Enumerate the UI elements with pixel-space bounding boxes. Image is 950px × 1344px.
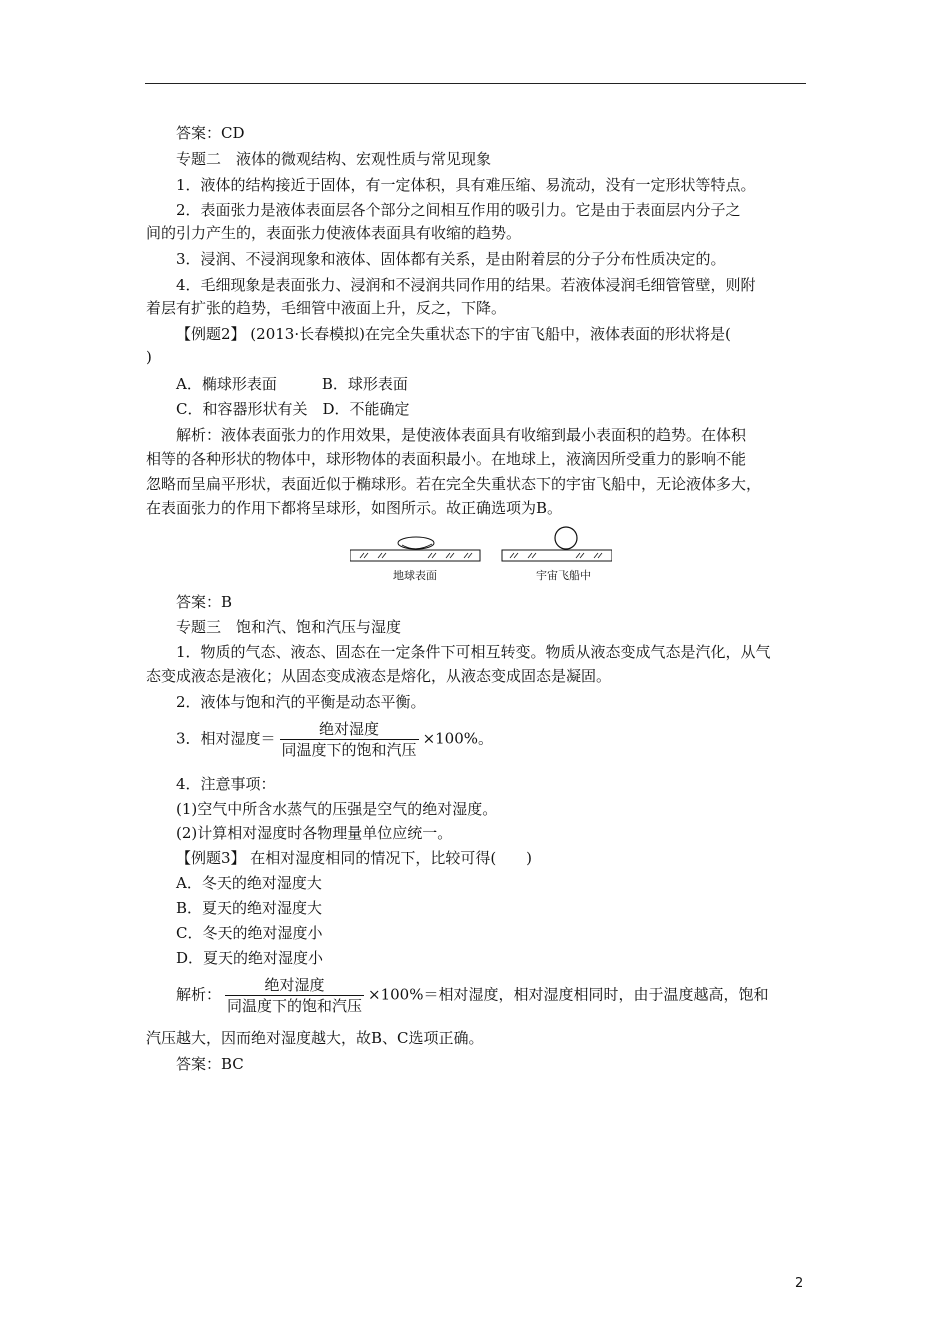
analysis-suffix: ×100%＝相对湿度，相对湿度相同时，由于温度越高，饱和 xyxy=(368,985,769,1004)
option-line: A．椭球形表面 B．球形表面 xyxy=(176,375,408,393)
paragraph: 4．毛细现象是表面张力、浸润和不浸润共同作用的结果。若液体浸润毛细管管壁，则附 xyxy=(176,276,756,294)
paragraph: 间的引力产生的，表面张力使液体表面具有收缩的趋势。 xyxy=(146,224,522,242)
formula-suffix: ×100%。 xyxy=(422,729,494,748)
analysis: 解析：液体表面张力的作用效果，是使液体表面具有收缩到最小表面积的趋势。在体积 xyxy=(176,426,747,444)
paragraph: 1．液体的结构接近于固体，有一定体积，具有难压缩、易流动，没有一定形状等特点。 xyxy=(176,176,756,194)
example-question: 【例题3】 在相对湿度相同的情况下，比较可得( ) xyxy=(176,849,533,867)
option-line: A．冬天的绝对湿度大 xyxy=(176,874,322,892)
analysis: 汽压越大，因而绝对湿度越大，故B、C选项正确。 xyxy=(146,1029,484,1047)
analysis: 忽略而呈扁平形状，表面近似于椭球形。若在完全失重状态下的宇宙飞船中，无论液体多大， xyxy=(146,475,762,493)
figure-label-spaceship: 宇宙飞船中 xyxy=(536,569,591,582)
page-number: 2 xyxy=(795,1276,804,1291)
analysis-prefix: 解析： xyxy=(176,985,222,1004)
option-line: C．和容器形状有关 D．不能确定 xyxy=(176,400,410,418)
analysis-formula-line xyxy=(176,975,769,1016)
formula-line xyxy=(176,719,493,760)
answer-line: 答案：BC xyxy=(176,1055,244,1073)
section-title: 专题二 液体的微观结构、宏观性质与常见现象 xyxy=(176,150,492,168)
answer-line: 答案：CD xyxy=(176,124,245,142)
paragraph: 2．液体与饱和汽的平衡是动态平衡。 xyxy=(176,693,426,711)
answer-line: 答案：B xyxy=(176,593,233,611)
analysis: 相等的各种形状的物体中，球形物体的表面积最小。在地球上，液滴因所受重力的影响不能 xyxy=(146,450,747,468)
fraction-numerator: 绝对湿度 xyxy=(280,719,419,740)
paragraph: 态变成液态是液化；从固态变成液态是熔化，从液态变成固态是凝固。 xyxy=(146,667,612,685)
fraction-numerator: 绝对湿度 xyxy=(225,975,364,996)
example-question: ) xyxy=(146,348,152,366)
paragraph: 4．注意事项： xyxy=(176,775,276,793)
paragraph: (2)计算相对湿度时各物理量单位应统一。 xyxy=(176,824,453,842)
paragraph: 3．浸润、不浸润现象和液体、固体都有关系，是由附着层的分子分布性质决定的。 xyxy=(176,250,726,268)
humidity-fraction xyxy=(225,975,364,1016)
paragraph: 1．物质的气态、液态、固态在一定条件下可相互转变。物质从液态变成气态是汽化，从气 xyxy=(176,643,771,661)
option-line: D．夏天的绝对湿度小 xyxy=(176,949,324,967)
section-title: 专题三 饱和汽、饱和汽压与湿度 xyxy=(176,618,402,636)
header-rule xyxy=(145,83,806,84)
option-line: C．冬天的绝对湿度小 xyxy=(176,924,323,942)
analysis: 在表面张力的作用下都将呈球形，如图所示。故正确选项为B。 xyxy=(146,499,563,517)
figure-label-earth: 地球表面 xyxy=(393,569,437,582)
formula-prefix: 3．相对湿度＝ xyxy=(176,729,276,748)
example-question: 【例题2】 (2013·长春模拟)在完全失重状态下的宇宙飞船中，液体表面的形状将是( xyxy=(176,325,731,343)
paragraph: 2．表面张力是液体表面层各个部分之间相互作用的吸引力。它是由于表面层内分子之 xyxy=(176,201,741,219)
fraction-denominator: 同温度下的饱和汽压 xyxy=(281,741,417,759)
humidity-fraction xyxy=(280,719,419,760)
fraction-denominator: 同温度下的饱和汽压 xyxy=(227,997,363,1015)
paragraph: 着层有扩张的趋势，毛细管中液面上升，反之，下降。 xyxy=(146,299,507,317)
option-line: B．夏天的绝对湿度大 xyxy=(176,899,323,917)
paragraph: (1)空气中所含水蒸气的压强是空气的绝对湿度。 xyxy=(176,800,498,818)
